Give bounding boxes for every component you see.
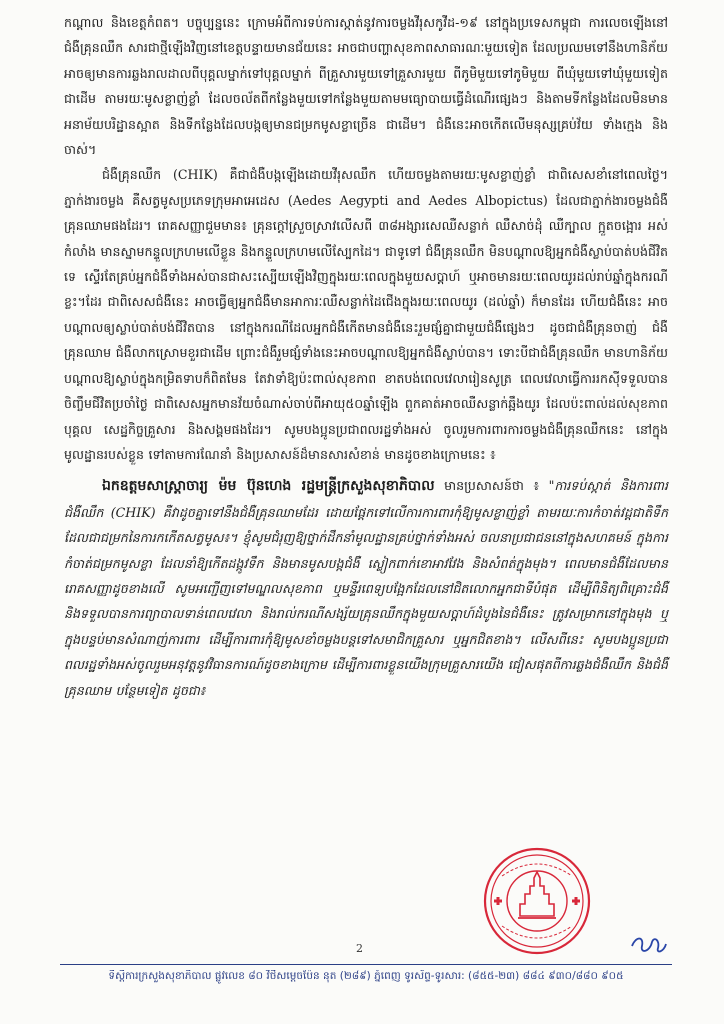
- paragraph-chik-description: ជំងឺគ្រុនឈឹក (CHIK) គឺជាជំងឺបង្កឡើងដោយវីរុសឈឹក ហើយចម្លងតាមរយៈមូសខ្លាញ់ខ្លាំ ជាពិសេសខាំនៅពេលថ្ងៃ។ ភ្នាក់ងារចម្លង គឺសត្វមូសប្រភេទក្រុមអាអេដេស (Aedes Aegypti and Aedes Albopictus) ដែលជាភ្នាក់ងារចម្លងជំងឺគ្រុនឈាមផងដែរ។ រោគសញ្ញាជួមមាន៖ គ្រុនក្តៅស្រួចស្រាវលើសពី ៣៨អង្សារសេឈឺសន្លាក់ ឈឺសាច់ដុំ ឈឺក្បាល ក្អួតចង្អោរ អស់កំលាំង មានស្នាមកន្ទួលក្រហមលើខ្លួន និងកន្ទួលក្រហមលើស្បែកដៃ។ ជាទូទៅ ជំងឺគ្រុនឈឹក មិនបណ្តាលឱ្យអ្នកជំងឺស្លាប់បាត់បង់ជីវិតទេ ស្ទើរតែគ្រប់អ្នកជំងឺទាំងអស់បានជាសះស្បើយឡើងវិញក្នុងរយៈពេលក្នុងមួយសប្តាហ៍ ឬអាចមានរយៈពេលយូរដល់រាប់ឆ្នាំក្នុងករណីខ្លះ។ដែរ ជាពិសេសជំងឺនេះ អាចធ្វើឲ្យអ្នកជំងឺមានអាការៈឈឺសន្លាក់ដៃជើងក្នុងរយៈពេលយូរ (ដល់ឆ្នាំ) ក៏មានដែរ ហើយជំងឺនេះ អាចបណ្តាលឲ្យស្លាប់បាត់បង់ជីវិតបាន នៅក្នុងករណីដែលអ្នកជំងឺកើតមានជំងឺនេះរួមផ្សំគ្នាជាមួយជំងឺផ្សេងៗ ដូចជាជំងឺគ្រុនចាញ់ ជំងឺគ្រុនឈាម ជំងឺលាកស្រោមខួរជាដើម ព្រោះជំងឺរួមផ្សំទាំងនេះអាចបណ្តាលឱ្យអ្នកជំងឺស្លាប់បាន។ ទោះបីជាជំងឺគ្រុនឈឹក មានហានិភ័យបណ្តាលឱ្យស្លាប់ក្នុងកម្រិតទាបក៏ពិតមែន តែវាទាំឱ្យប៉ះពាល់សុខភាព ខាតបង់ពេលវេលារៀនសូត្រ ពេលវេលាធ្វើការរកស៊ីទទួលបានចិញ្ចឹមជីវិតប្រចាំថ្ងៃ ជាពិសេសអ្នកមានវ័យចំណាស់ចាប់ពីអាយុ៥០ឆ្នាំឡើង ពួកគាត់អាចឈឺសន្លាក់ឆ្អឹងយូរ ដែលប៉ះពាល់ដល់សុខភាពបុគ្គល សេដ្ឋកិច្ចគ្រួសារ និងសង្គមផងដែរ។ សូមបងប្អូនប្រជាពលរដ្ឋទាំងអស់ ចូលរួមការពារការចម្លងជំងឺគ្រុនឈឹកនេះ នៅក្នុងមូលដ្ឋានរបស់ខ្លួន ទៅតាមការណែនាំ និងប្រសាសន៍ដ៏មានសារសំខាន់ មានដូចខាងក្រោមនេះ ៖: [64, 167, 668, 462]
- paragraph-intro-continuation: កណ្តាល និងខេត្តកំពត។ បច្ចុប្បន្ននេះ ក្រោមអំពីការទប់ការស្កាត់នូវការចម្លងវីរុសកូវីដ-១៩ នៅក្នុងប្រទេសកម្ពុជា ការលេចឡើងនៅជំងឺគ្រុនឈឹក សារជាថ្មីឡើងវិញនៅខេត្តបន្ទាយមានជ័យនេះ អាចជាបញ្ហាសុខភាពសាធារណៈមួយទៀត ដែលប្រឈមទៅនឹងហានិភ័យអាចឲ្យមានការឆ្លងរាលដាលពីបុគ្គលម្នាក់ទៅបុគ្គលម្នាក់ ពីគ្រួសារមួយទៅគ្រួសារមួយ ពីភូមិមួយទៅភូមិមួយ ពីឃុំមួយទៅឃុំមួយទៀតជាដើម តាមរយៈមូសខ្លាញ់ខ្លាំ ដែលចល័តពីកន្លែងមួយទៅកន្លែងមួយតាមមធ្យោបាយធ្វើដំណើរផ្សេងៗ និងតាមទីកន្លែងដែលមិនមានអនាម័យបរិដ្ឋានស្អាត និងទីកន្លែងដែលបង្កឲ្យមានជម្រកមូសខ្លាច្រើន ជាដើម។ ជំងឺនេះអាចកើតលើមនុស្សគ្រប់វ័យ ទាំងក្មេង និងចាស់។: [64, 15, 668, 158]
- minister-quote: "ការទប់ស្កាត់ និងការពារជំងឺឈឹក (CHIK) គឺវាដូចគ្នាទៅនឹងជំងឺគ្រុនឈាមដែរ ដោយផ្តែកទៅលើការការពារកុំឱ្យមូសខ្លាញ់ខ្លាំ តាមរយៈការកំចាត់វដ្តជាតិទឹក ដែលជាជម្រកនៃការកកើតសត្វមូស៖។ ខ្ញុំសូមជំរុញឱ្យថ្នាក់ដឹកនាំមូលដ្ឋានគ្រប់ថ្នាក់ទាំងអស់ ចលនាប្រជាជននៅក្នុងសហគមន៍ ក្នុងការកំចាត់ជម្រកមូសខ្លា ដែលនាំឱ្យកើតដង្កូវទឹក និងមានមូសបង្កជំងឺ ស្លៀកពាក់ខោអាវវែង និងសំពត់ក្នុងមុង។ ពេលមានជំងឺដែលមានរោគសញ្ញាដូចខាងលើ សូមអញ្ជើញទៅមណ្ឌលសុខភាព ឬមន្ទីរពេទ្យបង្អែកដែលនៅជិតលោកអ្នកជាទីបំផុត ដើម្បីពិនិត្យពិគ្រោះជំងឺ និងទទួលបានការព្យាបាលទាន់ពេលវេលា និងរាល់ករណីសង្ស័យគ្រុនឈឹកក្នុងមួយសប្តាហ៍ដំបូងនៃជំងឺនេះ ត្រូវសម្រាកនៅក្នុងមុង ឬក្នុងបន្ទប់មានសំណាញ់ការពារ ដើម្បីការពារកុំឱ្យមូសខាំចម្លងបន្តទៅសមាជិកគ្រួសារ ឬអ្នកជិតខាង។ លើសពីនេះ សូមបងប្អូនប្រជាពលរដ្ឋទាំងអស់ចូលរួមអនុវត្តនូវវិធានការណ៍ដូចខាងក្រោម ដើម្បីការពារខ្លួនយើងក្រុមគ្រួសារយើង ជៀសផុតពីការឆ្លងជំងឺឈឹក និងជំងឺគ្រុនឈាម បន្ថែមទៀត ដូចជា៖: [64, 478, 668, 698]
- signature-icon: [628, 930, 668, 958]
- ministry-seal-icon: [482, 846, 592, 956]
- footer-divider: [60, 964, 672, 965]
- minister-said: មានប្រសាសន៍ថា ៖: [434, 478, 549, 494]
- paragraph-minister-statement: [64, 473, 668, 703]
- document-body: [64, 10, 668, 703]
- page-number: 2: [356, 942, 363, 955]
- minister-name: ឯកឧត្តមសាស្ត្រាចារ្យ ម៉ម ប៊ុនហេង រដ្ឋមន្ត្រីក្រសួងសុខាភិបាល: [102, 478, 435, 495]
- footer-address: ទីស្តីការក្រសួងសុខាភិបាល ផ្លូវលេខ ៨០ វិថីសម្តេចប៉ែន នុត (២៨៩) ភ្នំពេញ ទូរស័ព្ទ-ទូរសារ: (៨៥៥-២៣) ៨៨៤ ៩៣០/៨៨០ ៩០៥: [108, 970, 624, 982]
